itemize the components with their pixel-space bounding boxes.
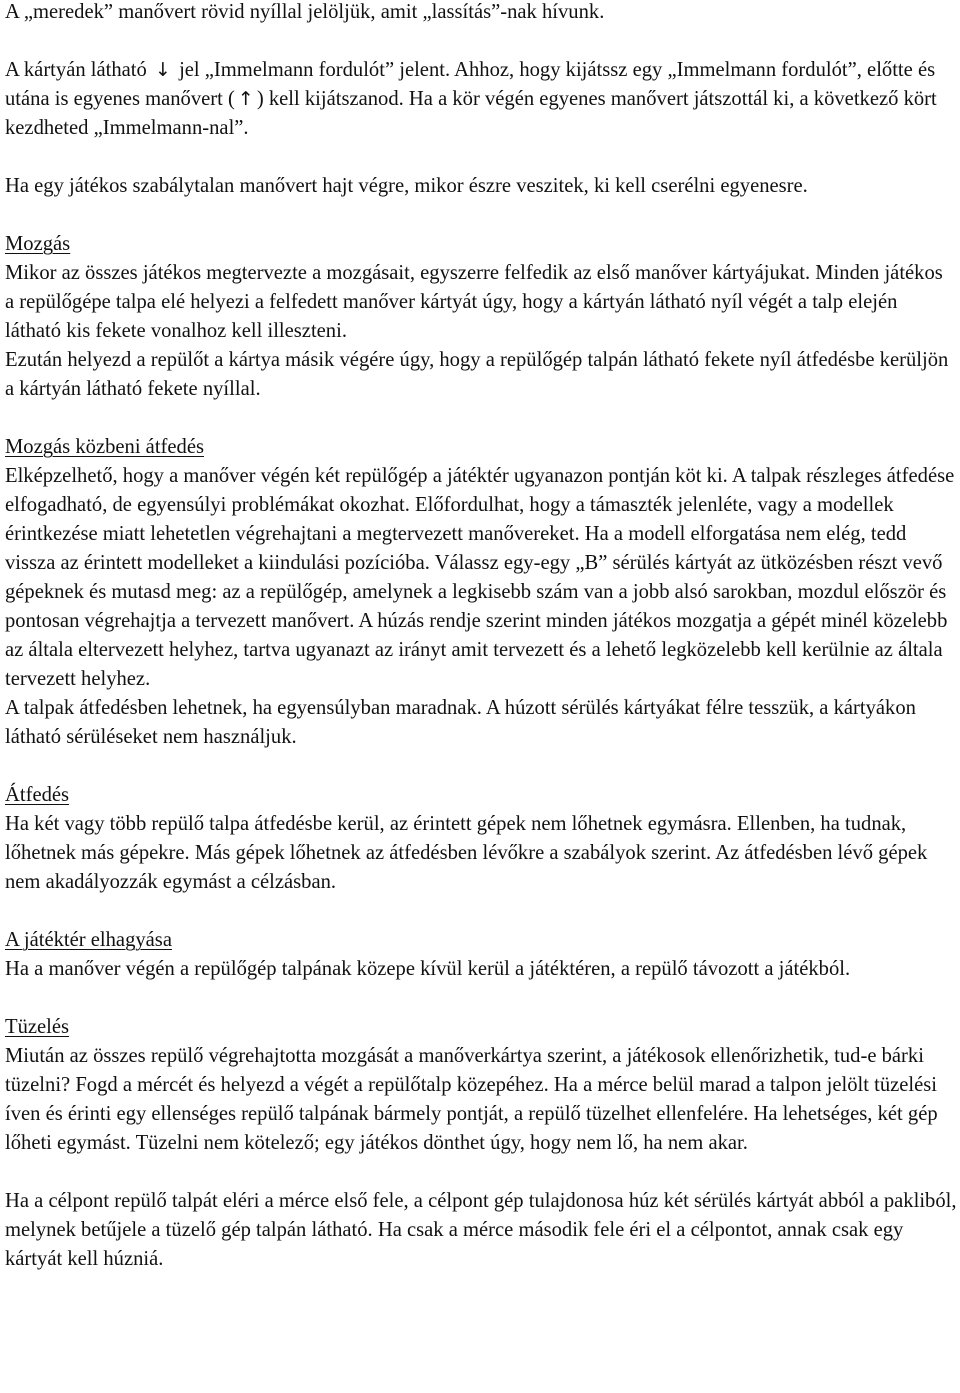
jatekter-paragraph: Ha a manőver végén a repülőgép talpának közepe kívül kerül a játéktéren, a repülő távozott a játékból. xyxy=(5,958,851,980)
section-heading-jatekter-elhagyasa: A játéktér elhagyása xyxy=(5,929,172,951)
section-heading-mozgas: Mozgás xyxy=(5,233,71,255)
tuzeles-paragraph-1: Miután az összes repülő végrehajtotta mozgását a manőverkártya szerint, a játékosok ellenőrizhetik, tud-e bárki tüzelni? Fogd a mércét és helyezd a végét a repülőtalp közepéhez. Ha a mérce belül marad a talpon jelölt tüzelési íven és érinti egy ellenséges repülő talpának bármely pontját, a repülő tüzelhet ellenfelére. Ha lehetséges, két gép lőheti egymást. Tüzelni nem kötelező; egy játékos dönthet úgy, hogy nem lő, ha nem akar. xyxy=(5,1045,938,1154)
mozgas-paragraph-1: Mikor az összes játékos megtervezte a mozgásait, egyszerre felfedik az első manőver kártyájukat. Minden játékos a repülőgépe talpa elé helyezi a felfedett manőver kártyát úgy, hogy a kártyán látható nyíl végét a talp elején látható kis fekete vonalhoz kell illeszteni. xyxy=(5,262,943,342)
immelmann-text-1: A kártyán látható xyxy=(5,59,147,81)
section-heading-tuzeles: Tüzelés xyxy=(5,1016,70,1038)
up-arrow-icon: ↑ xyxy=(237,88,254,110)
mozgas-kozbeni-paragraph-2: A talpak átfedésben lehetnek, ha egyensúlyban maradnak. A húzott sérülés kártyákat félre tesszük, a kártyákon látható sérüléseket nem használjuk. xyxy=(5,697,916,748)
intro-paragraph-1: A „meredek” manővert rövid nyíllal jelöljük, amit „lassítás”-nak hívunk. xyxy=(5,1,605,23)
section-heading-atfedes: Átfedés xyxy=(5,784,70,806)
immelmann-paragraph xyxy=(5,56,957,143)
section-heading-mozgas-kozbeni-atfedes: Mozgás közbeni átfedés xyxy=(5,436,204,458)
mozgas-kozbeni-paragraph-1: Elképzelhető, hogy a manőver végén két repülőgép a játéktér ugyanazon pontján köt ki. A talpak részleges átfedése elfogadható, de egyensúlyi problémákat okozhat. Előfordulhat, hogy a támaszték jelenléte, vagy a modellek érintkezése miatt lehetetlen végrehajtani a megtervezett manővereket. Ha a modell elforgatása nem elég, tedd vissza az érintett modelleket a kiindulási pozícióba. Válassz egy-egy „B” sérülés kártyát az ütközésben részt vevő gépeknek és mutasd meg: az a repülőgép, amelynek a legkisebb szám van a jobb alsó sarokban, mozdul először és pontosan végrehajtja a tervezett manővert. A húzás rendje szerint minden játékos mozgatja a gépét minél közelebb az általa eltervezett helyhez, tartva ugyanazt az irányt amit tervezett és a lehető legközelebb kell kerülnie az általa tervezett helyhez. xyxy=(5,465,955,690)
down-arrow-icon: ↓ xyxy=(154,59,171,81)
irregular-maneuver-paragraph: Ha egy játékos szabálytalan manővert hajt végre, mikor észre veszitek, ki kell cserélni egyenesre. xyxy=(5,175,808,197)
immelmann-text-3: ) kell kijátszanod. Ha a kör végén egyenes manővert játszottál ki, a következő kört kezdheted „Immelmann-nal”. xyxy=(5,88,937,139)
immelmann-text-2: jel „Immelmann fordulót” jelent. Ahhoz, hogy kijátssz egy „Immelmann fordulót”, előtte és utána is egyenes manővert ( xyxy=(5,59,936,110)
atfedes-paragraph: Ha két vagy több repülő talpa átfedésbe kerül, az érintett gépek nem lőhetnek egymásra. Ellenben, ha tudnak, lőhetnek más gépekre. Más gépek lőhetnek az átfedésben lévőkre a szabályok szerint. Az átfedésben lévő gépek nem akadályozzák egymást a célzásban. xyxy=(5,813,928,893)
document-page xyxy=(5,0,957,1274)
tuzeles-paragraph-2: Ha a célpont repülő talpát eléri a mérce első fele, a célpont gép tulajdonosa húz két sérülés kártyát abból a pakliból, melynek betűjele a tüzelő gép talpán látható. Ha csak a mérce második fele éri el a célpontot, annak csak egy kártyát kell húzniá. xyxy=(5,1190,957,1270)
mozgas-paragraph-2: Ezután helyezd a repülőt a kártya másik végére úgy, hogy a repülőgép talpán látható fekete nyíl átfedésbe kerüljön a kártyán látható fekete nyíllal. xyxy=(5,349,949,400)
